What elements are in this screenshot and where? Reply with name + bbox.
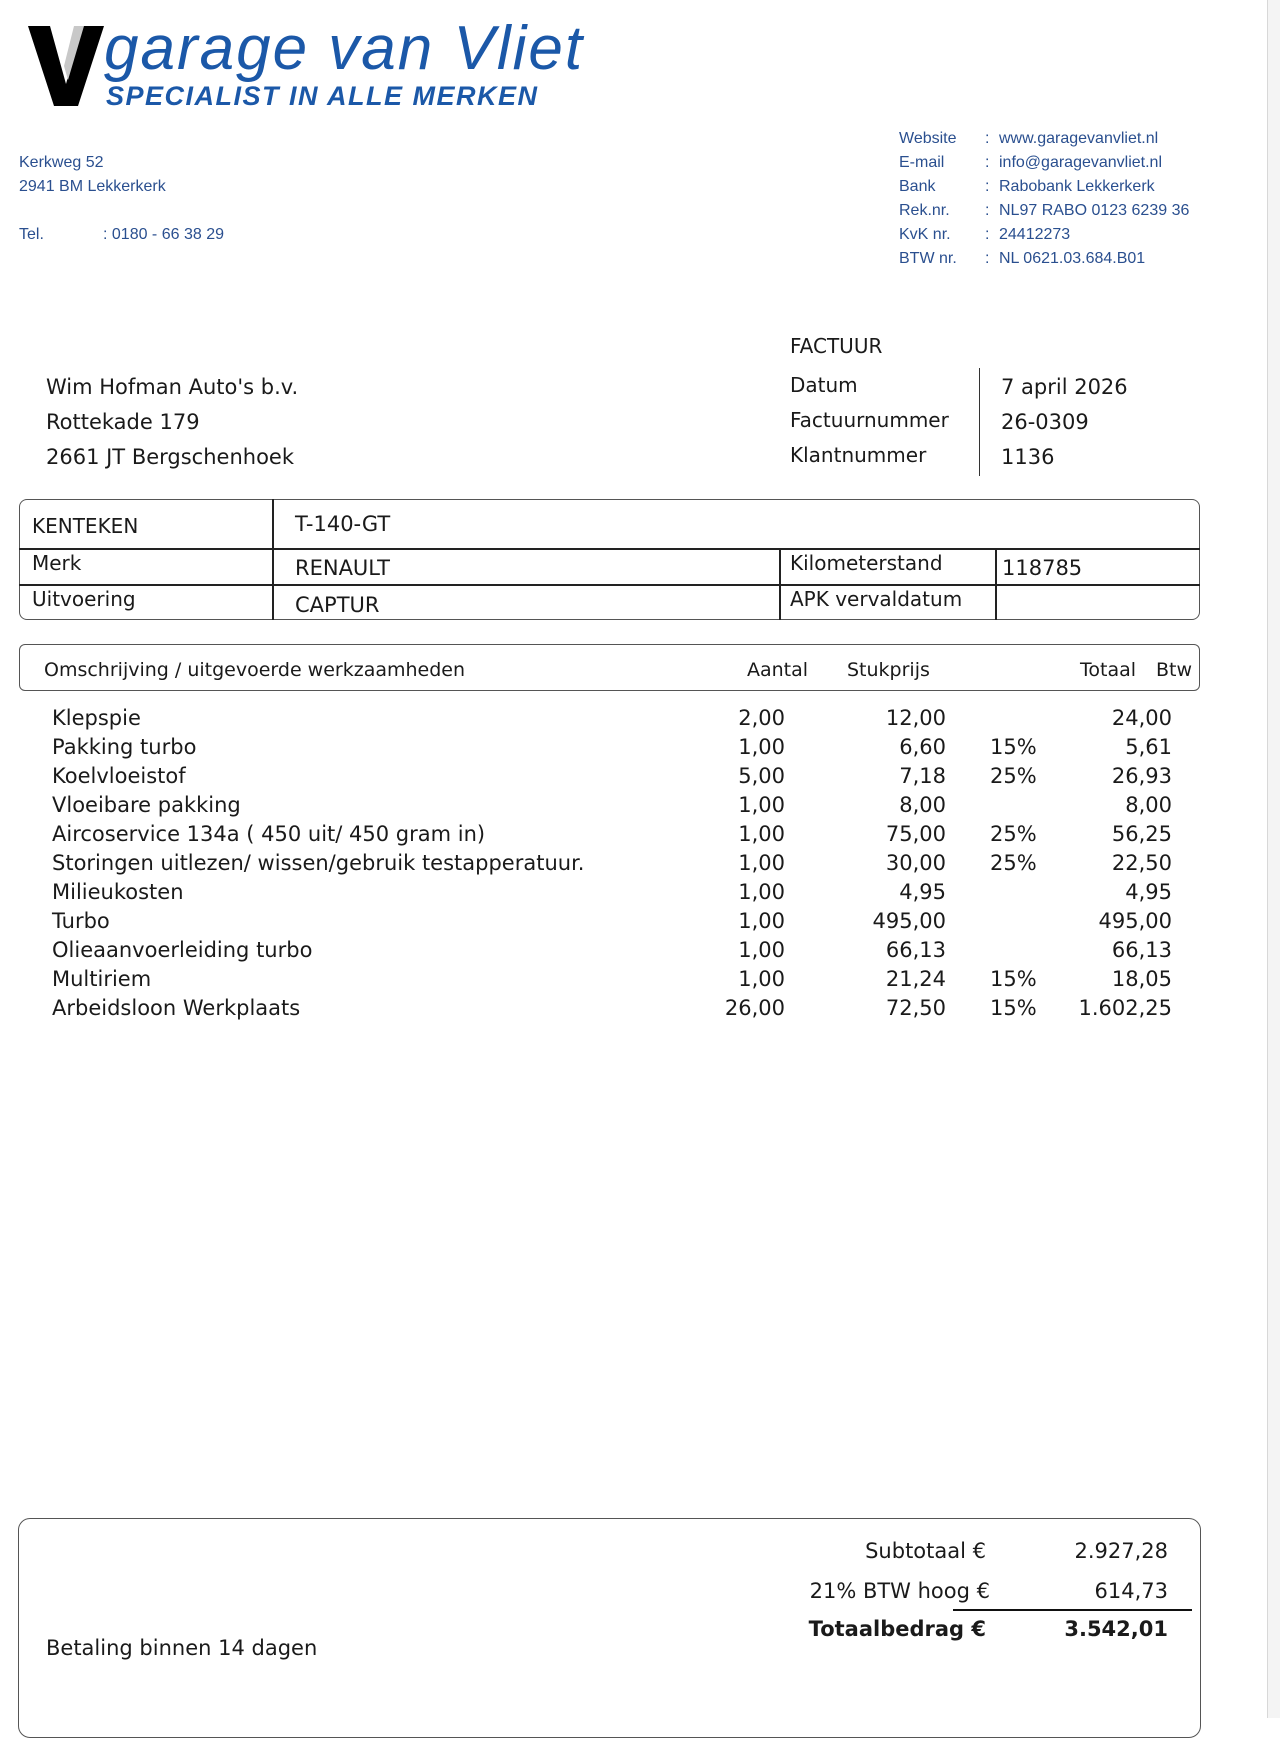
item-quantity: 26,00 [724,996,785,1020]
col-vat-header: Btw [1156,659,1193,681]
col-unit-price-header: Stukprijs [847,659,930,681]
item-description: Klepspie [52,706,141,730]
item-unit-price: 6,60 [899,735,946,759]
invoice-number-value: 26-0309 [1001,410,1089,434]
uitvoering-label: Uitvoering [32,587,136,611]
divider [19,584,1200,586]
km-label: Kilometerstand [790,551,943,575]
table-row [0,936,1200,965]
detail-website [899,127,1189,151]
item-unit-price: 8,00 [899,793,946,817]
customer-name: Wim Hofman Auto's b.v. [46,375,299,399]
item-unit-price: 12,00 [885,706,946,730]
customer-number-label: Klantnummer [790,443,927,467]
col-quantity-header: Aantal [747,659,809,681]
item-total: 8,00 [1125,793,1172,817]
table-row [0,994,1200,1023]
col-total-header: Totaal [1080,659,1137,681]
garage-logo-v-icon [28,26,104,106]
item-unit-price: 21,24 [885,967,946,991]
item-quantity: 5,00 [738,764,785,788]
customer-address [46,370,298,475]
page-edge-scroll-area [1267,0,1280,1718]
item-description: Vloeibare pakking [52,793,241,817]
table-row [0,704,1200,733]
item-quantity: 1,00 [738,880,785,904]
vehicle-info-box [19,499,1200,620]
detail-value: 24412273 [999,226,1071,243]
table-row [0,791,1200,820]
item-total: 4,95 [1125,880,1172,904]
table-row [0,820,1200,849]
payment-terms: Betaling binnen 14 dagen [46,1636,318,1660]
tel-value: : 0180 - 66 38 29 [103,226,224,243]
company-address [19,151,166,199]
item-quantity: 1,00 [738,822,785,846]
kenteken-value: T-140-GT [295,512,391,536]
item-description: Multiriem [52,967,152,991]
detail-account-number [899,199,1189,223]
items-table-header [19,644,1200,691]
item-quantity: 1,00 [738,938,785,962]
detail-sep: : [985,130,990,147]
table-row [0,907,1200,936]
tel-label: Tel. [19,226,44,243]
divider [272,499,274,620]
item-total: 22,50 [1111,851,1172,875]
detail-btw [899,247,1189,271]
km-value: 118785 [1002,556,1083,580]
detail-label: Website [899,130,957,147]
table-row [0,849,1200,878]
date-value: 7 april 2026 [1001,375,1128,399]
item-unit-price: 66,13 [885,938,946,962]
email-link[interactable]: info@garagevanvliet.nl [999,154,1163,171]
merk-value: RENAULT [295,556,390,580]
item-description: Pakking turbo [52,735,197,759]
item-total: 495,00 [1098,909,1172,933]
total-label: Totaalbedrag € [808,1617,986,1641]
uitvoering-value: CAPTUR [295,593,380,617]
subtotal-label: Subtotaal € [865,1539,986,1563]
total-value: 3.542,01 [1064,1617,1168,1641]
divider [19,548,1200,550]
item-total: 5,61 [1125,735,1172,759]
item-description: Olieaanvoerleiding turbo [52,938,313,962]
customer-number-value: 1136 [1001,445,1055,469]
detail-value: NL97 RABO 0123 6239 36 [999,202,1190,219]
detail-label: KvK nr. [899,226,951,243]
company-name: garage van Vliet [104,14,585,83]
item-unit-price: 72,50 [885,996,946,1020]
item-discount: 25% [990,851,1037,875]
item-unit-price: 495,00 [872,909,946,933]
item-total: 66,13 [1111,938,1172,962]
detail-sep: : [985,178,990,195]
item-description: Koelvloeistof [52,764,186,788]
item-unit-price: 7,18 [899,764,946,788]
detail-email [899,151,1189,175]
invoice-number-label: Factuurnummer [790,408,949,432]
company-address-line2: 2941 BM Lekkerkerk [19,178,166,195]
item-total: 56,25 [1111,822,1172,846]
item-total: 24,00 [1111,706,1172,730]
detail-label: Rek.nr. [899,202,950,219]
detail-label: Bank [899,178,936,195]
detail-value: NL 0621.03.684.B01 [999,250,1146,267]
divider [779,548,781,620]
detail-bank [899,175,1189,199]
table-row [0,878,1200,907]
item-quantity: 1,00 [738,851,785,875]
customer-street: Rottekade 179 [46,410,200,434]
item-description: Turbo [52,909,110,933]
col-description-header: Omschrijving / uitgevoerde werkzaamheden [44,659,466,681]
item-quantity: 1,00 [738,909,785,933]
vat-value: 614,73 [1094,1579,1168,1603]
kenteken-label: KENTEKEN [32,514,139,538]
item-unit-price: 30,00 [885,851,946,875]
detail-sep: : [985,250,990,267]
item-discount: 25% [990,764,1037,788]
apk-label: APK vervaldatum [790,587,963,611]
table-row [0,733,1200,762]
item-unit-price: 75,00 [885,822,946,846]
item-description: Aircoservice 134a ( 450 uit/ 450 gram in) [52,822,486,846]
date-label: Datum [790,373,858,397]
totals-underline [953,1609,1192,1611]
invoice-field-labels [790,368,949,473]
merk-label: Merk [32,551,82,575]
item-unit-price: 4,95 [899,880,946,904]
invoice-title: FACTUUR [790,334,883,358]
item-description: Milieukosten [52,880,184,904]
item-description: Storingen uitlezen/ wissen/gebruik testapperatuur. [52,851,585,875]
item-discount: 15% [990,735,1037,759]
item-discount: 25% [990,822,1037,846]
item-quantity: 2,00 [738,706,785,730]
item-total: 18,05 [1111,967,1172,991]
detail-sep: : [985,202,990,219]
detail-sep: : [985,226,990,243]
divider [995,548,997,620]
item-discount: 15% [990,996,1037,1020]
item-discount: 15% [990,967,1037,991]
invoice-field-values [1001,370,1128,475]
detail-value: Rabobank Lekkerkerk [999,178,1155,195]
invoice-divider [979,368,980,476]
subtotal-value: 2.927,28 [1074,1539,1168,1563]
item-description: Arbeidsloon Werkplaats [52,996,301,1020]
table-row [0,762,1200,791]
items-table-body [0,704,1200,1023]
table-row [0,965,1200,994]
detail-kvk [899,223,1189,247]
detail-label: BTW nr. [899,250,957,267]
website-link[interactable]: www.garagevanvliet.nl [999,130,1159,147]
item-quantity: 1,00 [738,793,785,817]
company-details [899,127,1189,271]
company-telephone [19,223,224,247]
vat-label: 21% BTW hoog € [809,1579,990,1603]
detail-sep: : [985,154,990,171]
item-total: 1.602,25 [1078,996,1172,1020]
item-total: 26,93 [1111,764,1172,788]
customer-city: 2661 JT Bergschenhoek [46,445,295,469]
item-quantity: 1,00 [738,735,785,759]
item-quantity: 1,00 [738,967,785,991]
totals-box [18,1518,1201,1738]
company-tagline: SPECIALIST IN ALLE MERKEN [106,81,539,111]
detail-label: E-mail [899,154,945,171]
company-address-line1: Kerkweg 52 [19,154,104,171]
